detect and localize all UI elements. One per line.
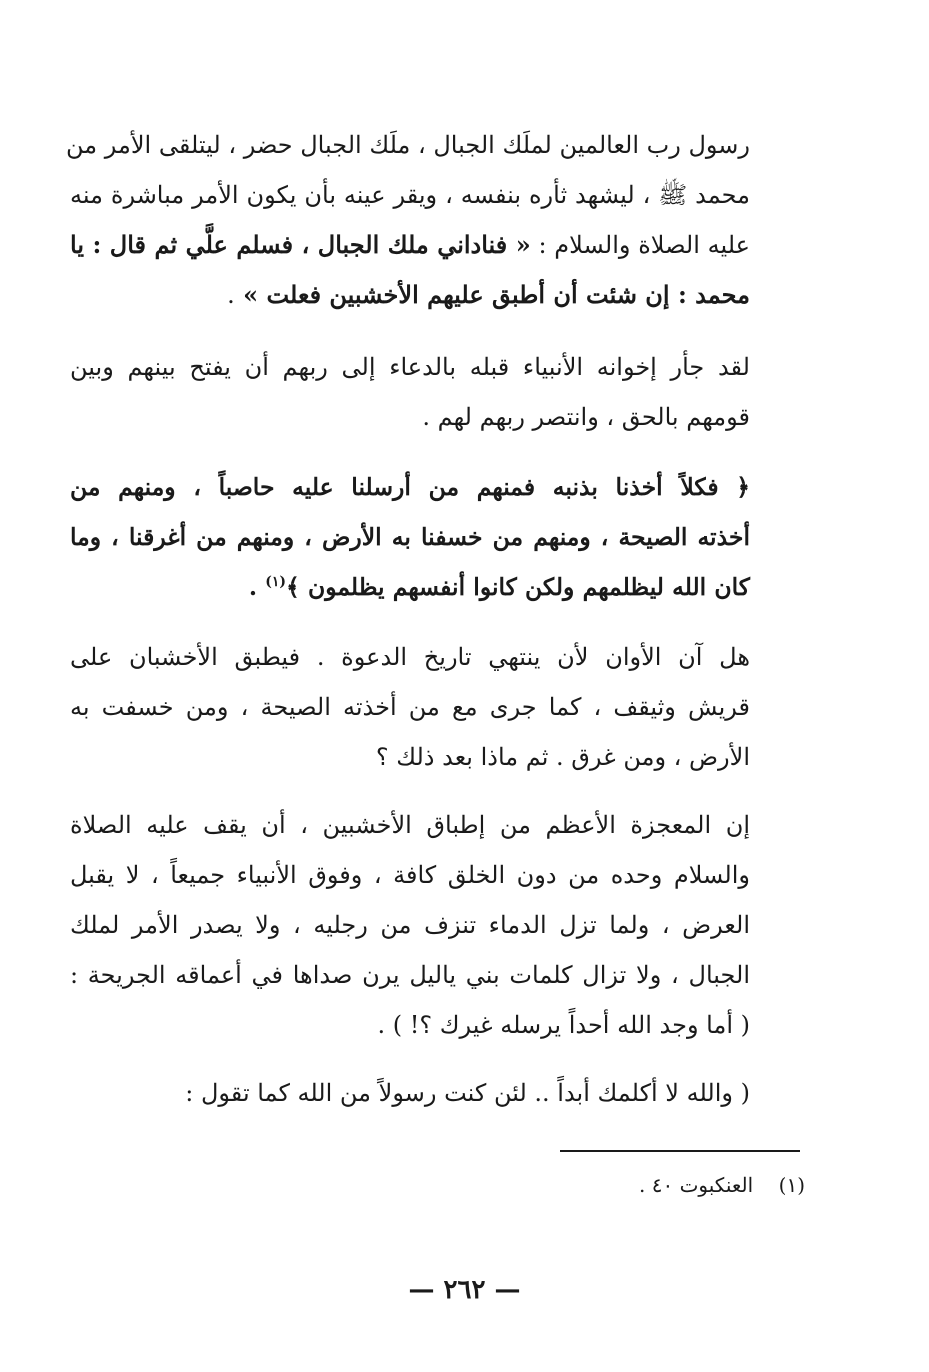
paragraph-2-line-2: قومهم بالحق ، وانتصر ربهم لهم .	[422, 403, 750, 431]
paragraph-3-quran-verse	[70, 462, 750, 612]
paragraph-1-line-3-plain: عليه الصلاة والسلام :	[530, 231, 751, 259]
paragraph-1-line-3	[70, 220, 750, 270]
paragraph-3-line-3-text: كان الله ليظلمهم ولكن كانوا أنفسهم يظلمون ﴾	[286, 573, 750, 601]
paragraph-1-line-2: محمد ﷺ ، ليشهد ثأره بنفسه ، ويقر عينه بأن يكون الأمر مباشرة منه	[70, 181, 750, 209]
paragraph-1-line-4-end: .	[227, 281, 235, 309]
footnote-number: (١)	[778, 1173, 805, 1197]
paragraph-4-line-3: الأرض ، ومن غرق . ثم ماذا بعد ذلك ؟	[375, 743, 750, 771]
paragraph-6-line-1: ( والله لا أكلمك أبداً .. لئن كنت رسولاً من الله كما تقول :	[185, 1079, 750, 1107]
paragraph-1-line-1: رسول رب العالمين لملَك الجبال ، ملَك الجبال حضر ، ليتلقى الأمر من	[66, 131, 750, 159]
paragraph-5	[70, 800, 750, 1050]
paragraph-1-line-3-quote: « فناداني ملك الجبال ، فسلم علَّي ثم قال : يا	[70, 230, 531, 259]
footnote-divider	[560, 1150, 800, 1152]
paragraph-5-line-4: الجبال ، ولا تزال كلمات بني ياليل يرن صداها في أعماقه الجريحة :	[70, 961, 750, 989]
paragraph-3-line-1: ﴿ فكلاً أخذنا بذنبه فمنهم من أرسلنا عليه حاصباً ، ومنهم من	[70, 473, 750, 501]
footnote	[560, 1170, 805, 1200]
footnote-reference: (١)	[265, 574, 286, 591]
paragraph-5-line-3: العرض ، ولما تزل الدماء تنزف من رجليه ، ولا يصدر الأمر لملك	[70, 911, 750, 939]
paragraph-5-line-1: إن المعجزة الأعظم من إطباق الأخشبين ، أن يقف عليه الصلاة	[70, 811, 750, 839]
paragraph-4	[70, 632, 750, 782]
paragraph-2-line-1: لقد جأر إخوانه الأنبياء قبله بالدعاء إلى ربهم أن يفتح بينهم وبين	[70, 353, 750, 381]
paragraph-5-line-2: والسلام وحده من دون الخلق كافة ، وفوق الأنبياء جميعاً ، لا يقبل	[70, 861, 750, 889]
page-number: — ٢٦٢ —	[408, 1275, 521, 1305]
paragraph-3-line-3-end: .	[248, 573, 266, 601]
paragraph-4-line-1: هل آن الأوان لأن ينتهي تاريخ الدعوة . فيطبق الأخشبان على	[70, 643, 750, 671]
paragraph-1-line-4	[70, 270, 750, 320]
paragraph-6	[70, 1068, 750, 1118]
paragraph-3-line-2: أخذته الصيحة ، ومنهم من خسفنا به الأرض ، ومنهم من أغرقنا ، وما	[70, 523, 750, 551]
paragraph-3-line-3	[70, 562, 750, 612]
footnote-text: العنكبوت ٤٠ .	[639, 1173, 754, 1197]
paragraph-5-line-5: ( أما وجد الله أحداً يرسله غيرك ؟! ) .	[377, 1011, 750, 1039]
paragraph-4-line-2: قريش وثيقف ، كما جرى مع من أخذته الصيحة ، ومن خسفت به	[70, 693, 750, 721]
paragraph-1	[66, 120, 751, 320]
paragraph-2	[70, 342, 750, 442]
paragraph-1-line-4-quote: محمد : إن شئت أن أطبق عليهم الأخشبين فعلت »	[234, 280, 750, 309]
